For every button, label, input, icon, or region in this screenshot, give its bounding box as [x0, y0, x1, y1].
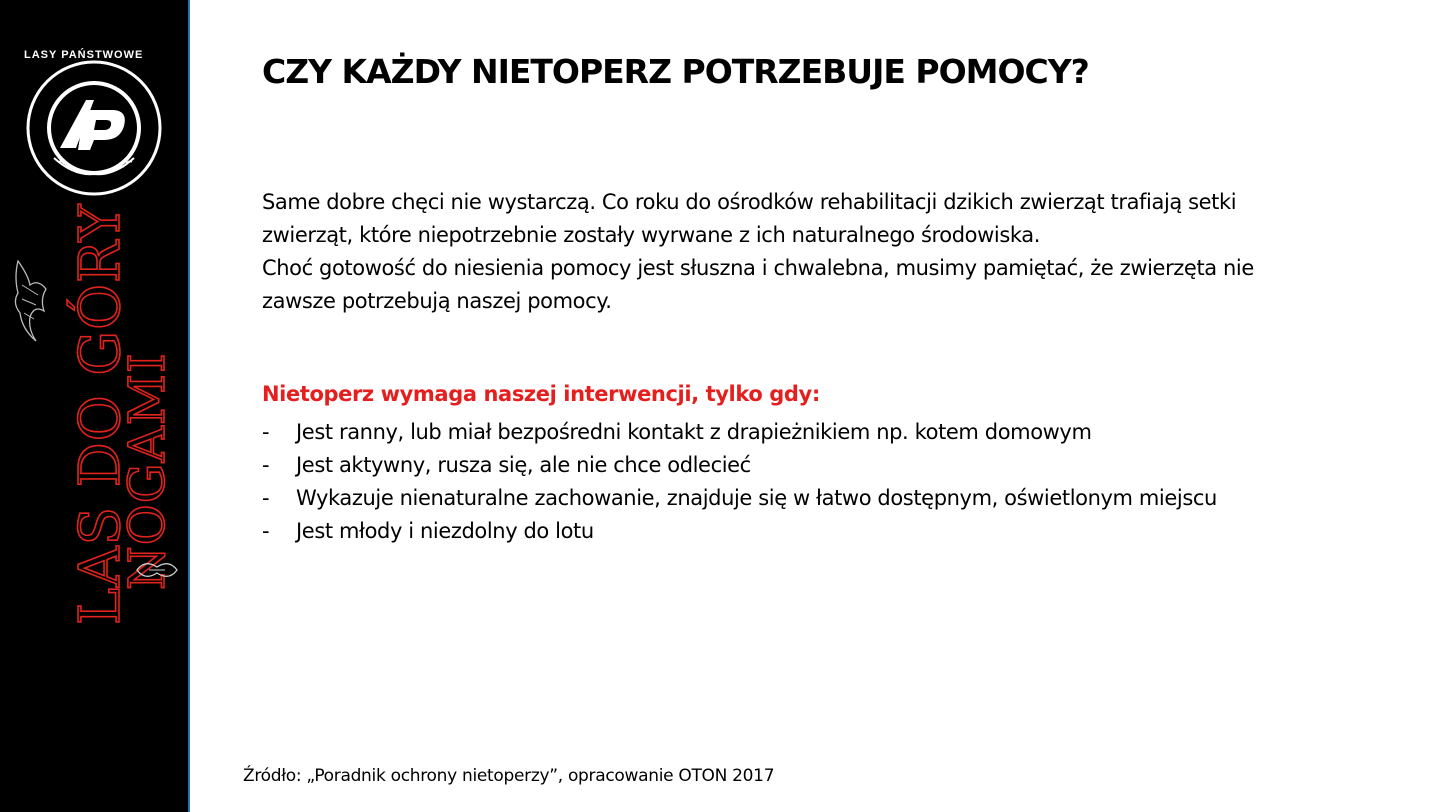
bat-icon	[10, 255, 70, 345]
bat-small-icon	[135, 555, 179, 585]
bullet-dash: -	[262, 519, 270, 543]
page-title: CZY KAŻDY NIETOPERZ POTRZEBUJE POMOCY?	[262, 52, 1089, 91]
list-item-text: Jest ranny, lub miał bezpośredni kontakt z drapieżnikiem np. kotem domowym	[296, 420, 1092, 444]
list-item-text: Wykazuje nienaturalne zachowanie, znajduje się w łatwo dostępnym, oświetlonym miejscu	[296, 486, 1217, 510]
bullet-dash: -	[262, 420, 270, 444]
section-title: Nietoperz wymaga naszej interwencji, tylko gdy:	[262, 382, 820, 406]
intro-text	[262, 186, 1322, 318]
list-item	[262, 482, 1262, 515]
logo-emblem-icon	[24, 49, 164, 198]
brand-logo	[10, 203, 180, 635]
brand-line-2: NOGAMI	[118, 352, 176, 590]
logo-text: LASY PAŃSTWOWE	[24, 49, 144, 61]
intro-paragraph: Choć gotowość do niesienia pomocy jest słuszna i chwalebna, musimy pamiętać, że zwierzęta nie zawsze potrzebują naszej pomocy.	[262, 256, 1254, 313]
bullet-dash: -	[262, 453, 270, 477]
sidebar	[0, 0, 190, 812]
list-item-text: Jest aktywny, rusza się, ale nie chce odlecieć	[296, 453, 751, 477]
list-item	[262, 416, 1262, 449]
source-citation: Źródło: „Poradnik ochrony nietoperzy”, opracowanie OTON 2017	[243, 766, 775, 786]
brand-line-1: LAS DO GÓRY	[68, 203, 133, 625]
list-item	[262, 515, 1262, 548]
intro-paragraph: Same dobre chęci nie wystarczą. Co roku do ośrodków rehabilitacji dzikich zwierząt trafiają setki zwierząt, które niepotrzebnie zostały wyrwane z ich naturalnego środowiska.	[262, 190, 1237, 247]
list-item	[262, 449, 1262, 482]
bullet-dash: -	[262, 486, 270, 510]
lasy-panstwowe-logo	[24, 49, 164, 198]
list-item-text: Jest młody i niezdolny do lotu	[296, 519, 594, 543]
criteria-list	[262, 416, 1262, 548]
